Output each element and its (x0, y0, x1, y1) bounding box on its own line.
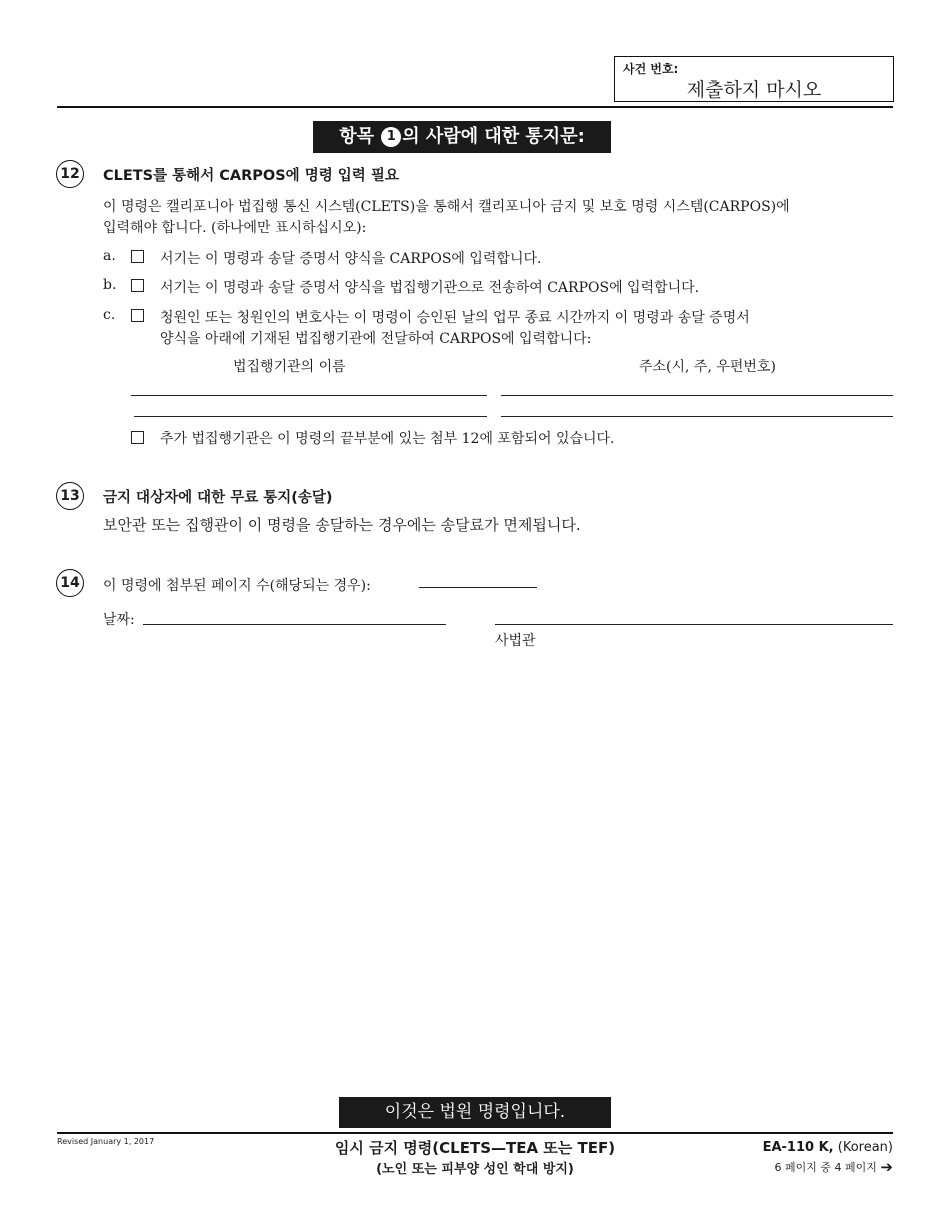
option-a-checkbox[interactable] (131, 250, 144, 263)
option-b-text: 서기는 이 명령과 송달 증명서 양식을 법집행기관으로 전송하여 CARPOS에 입력합니다. (160, 280, 700, 296)
date-field[interactable] (143, 624, 446, 625)
section-13-title: 금지 대상자에 대한 무료 통지(송달) (103, 490, 333, 506)
option-c-checkbox[interactable] (131, 309, 144, 322)
address-label: 주소(시, 주, 우편번호) (639, 359, 776, 375)
section-13-number: 13 (56, 482, 84, 510)
notice-banner-prefix: 항목 (339, 126, 374, 147)
notice-banner (313, 121, 611, 153)
page-indicator: 6 페이지 중 4 페이지 (774, 1161, 877, 1174)
notice-banner-suffix: 의 사람에 대한 통지문: (402, 126, 585, 147)
judge-label: 사법관 (495, 633, 536, 649)
form-title: 임시 금지 명령(CLETS—TEA 또는 TEF) (334, 1139, 616, 1157)
address-field-2[interactable] (501, 416, 893, 417)
section-12-intro-line1: 이 명령은 캘리포니아 법집행 통신 시스템(CLETS)을 통해서 캘리포니아 금지 및 보호 명령 시스템(CARPOS)에 (103, 199, 790, 215)
section-12-intro-line2: 입력해야 합니다. (하나에만 표시하십시오): (103, 220, 367, 236)
court-order-banner: 이것은 법원 명령입니다. (339, 1097, 611, 1128)
option-a-text: 서기는 이 명령과 송달 증명서 양식을 CARPOS에 입력합니다. (160, 251, 542, 267)
footer-divider (57, 1132, 893, 1134)
page-indicator-line (775, 1158, 893, 1176)
option-b-checkbox[interactable] (131, 279, 144, 292)
section-12-title: CLETS를 통해서 CARPOS에 명령 입력 필요 (103, 168, 399, 184)
header-divider (57, 106, 893, 108)
case-number-label: 사건 번호: (623, 62, 679, 76)
section-12-number: 12 (56, 160, 84, 188)
option-c-text-line2: 양식을 아래에 기재된 법집행기관에 전달하여 CARPOS에 입력합니다: (160, 331, 592, 347)
agency-name-field-1[interactable] (131, 395, 487, 396)
judge-signature-line[interactable] (495, 624, 893, 625)
section-13-text: 보안관 또는 집행관이 이 명령을 송달하는 경우에는 송달료가 면제됩니다. (103, 516, 581, 534)
additional-agencies-text: 추가 법집행기관은 이 명령의 끝부분에 있는 첨부 12에 포함되어 있습니다. (160, 431, 615, 447)
agency-name-label: 법집행기관의 이름 (233, 359, 346, 375)
form-number-line (763, 1140, 893, 1155)
revised-date: Revised January 1, 2017 (57, 1137, 155, 1146)
address-field-1[interactable] (501, 395, 893, 396)
form-number: EA-110 K, (762, 1140, 834, 1155)
date-label: 날짜: (103, 612, 135, 628)
item-number-badge: 1 (381, 127, 401, 147)
section-14-number: 14 (56, 569, 84, 597)
case-number-value: 제출하지 마시오 (686, 79, 822, 101)
option-a-letter: a. (103, 248, 116, 264)
next-page-arrow-icon: ➔ (880, 1158, 893, 1176)
option-c-letter: c. (103, 307, 116, 323)
form-language: (Korean) (837, 1140, 893, 1155)
agency-name-field-2[interactable] (134, 416, 487, 417)
option-b-letter: b. (103, 277, 117, 293)
case-number-box (614, 56, 894, 102)
option-c-text: 청원인 또는 청원인의 변호사는 이 명령이 승인된 날의 업무 종료 시간까지 이 명령과 송달 증명서 (160, 310, 750, 326)
pages-attached-label: 이 명령에 첨부된 페이지 수(해당되는 경우): (103, 578, 371, 594)
form-subtitle: (노인 또는 피부양 성인 학대 방지) (376, 1162, 574, 1177)
pages-attached-field[interactable] (419, 587, 537, 588)
additional-agencies-checkbox[interactable] (131, 431, 144, 444)
